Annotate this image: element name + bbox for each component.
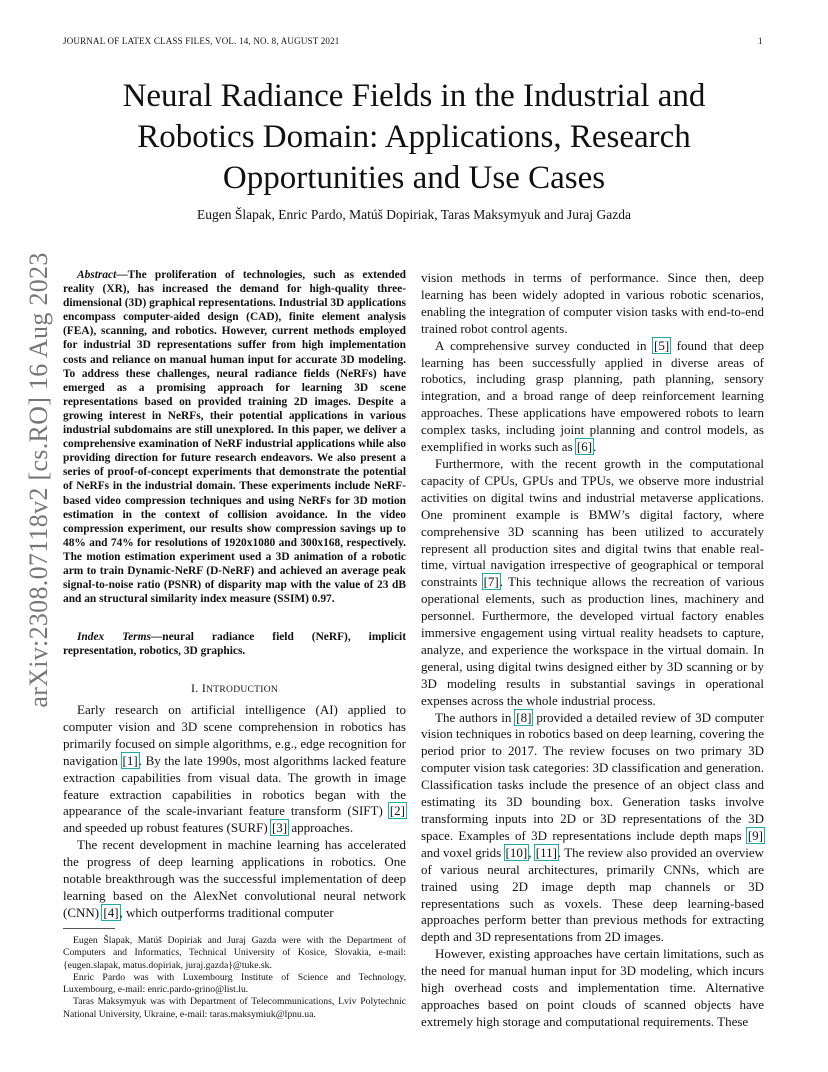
- arxiv-stamp: [24, 252, 54, 708]
- citation-link[interactable]: [7]: [483, 574, 499, 590]
- section-initial: I: [201, 681, 207, 695]
- section-heading-introduction: [63, 681, 406, 696]
- text-run: A comprehensive survey conducted in: [435, 337, 653, 353]
- footnote: Eugen Šlapak, Matúš Dopiriak and Juraj Gazda were with the Department of Computers and Informatics, Technical University of Kosice, Slovakia, e-mail:{eugen.slapak, matus.dopiriak, juraj.gazda}@tuke.sk.: [63, 935, 406, 971]
- citation-link[interactable]: [9]: [747, 827, 763, 843]
- text-run: The authors in: [435, 709, 516, 725]
- paper-title: [80, 76, 748, 199]
- text-run: The recent development in machine learning has accelerated the progress of deep learning applications in robotics. One notable breakthrough was the successful implementation of deep learning based on the AlexNet convolutional neural network (CNN): [63, 837, 406, 920]
- citation-link[interactable]: [4]: [103, 904, 119, 920]
- text-run: found that deep learning has been successfully applied in diverse areas of robotics, including grasp planning, path planning, sensory integration, and a broad range of deep reinforcement learning approaches. These applications have empowered robots to learn complex tasks, including joint planning and control models, as exemplified in works such as: [421, 337, 764, 455]
- text-run: , which outperforms traditional computer: [119, 904, 334, 920]
- right-column: [421, 270, 764, 1031]
- text-run: . By the late 1990s, most algorithms lacked feature extraction capabilities from visual data. The growth in image feature extraction capabilities in robotics began with the appearance of the scale-invariant feature transform (SIFT): [63, 752, 406, 819]
- text-run: ,: [528, 844, 535, 860]
- index-terms: [63, 630, 406, 658]
- running-header: JOURNAL OF LATEX CLASS FILES, VOL. 14, NO. 8, AUGUST 2021: [63, 36, 340, 46]
- text-run: .: [593, 439, 597, 455]
- citation-link[interactable]: [6]: [576, 439, 593, 455]
- abstract-lead: Abstract: [77, 269, 117, 281]
- citation-link[interactable]: [8]: [516, 709, 532, 725]
- text-run: and speeded up robust features (SURF): [63, 820, 271, 836]
- citation-link[interactable]: [2]: [389, 803, 405, 819]
- citation-link[interactable]: [11]: [535, 844, 557, 860]
- arxiv-stamp-text: arXiv:2308.07118v2 [cs.RO] 16 Aug 2023: [24, 252, 53, 708]
- paragraph: [63, 837, 406, 922]
- author-list: Eugen Šlapak, Enric Pardo, Matúš Dopiriak, Taras Maksymyuk and Juraj Gazda: [196, 207, 632, 222]
- text-run: . The review also provided an overview of various neural architectures, primarily CNNs, which are trained using 2D image depth map channels or 3D representations such as voxels. These deep learning-based approaches perform better than previous methods for extracting depth and 3D representations from 2D images.: [421, 844, 765, 945]
- citation-link[interactable]: [1]: [122, 752, 138, 768]
- paragraph: [421, 710, 764, 947]
- paragraph: However, existing approaches have certain limitations, such as the need for manual human input for 3D modeling, which incurs high overhead costs and implementation time. Alternative approaches based on point clouds of scanned objects have extremely high storage and computational requirements. These: [421, 946, 764, 1029]
- page-number: 1: [758, 36, 763, 46]
- footnotes: [63, 935, 406, 1021]
- section-title-rest: NTRODUCTION: [206, 685, 279, 695]
- paragraph: [63, 702, 406, 837]
- section-numeral: I.: [190, 681, 202, 695]
- paragraph: [421, 456, 764, 710]
- footnote-rule: [63, 928, 115, 929]
- text-run: approaches.: [288, 820, 354, 836]
- text-run: . This technique allows the recreation of various operational elements, such as production lines, machinery and personnel. Furthermore, the developed virtual factory enables immersive engagement using virtual reality headsets to capture, analyze, and experience the workspace in the virtual domain. In general, using digital twins designed either by 3D scanning or by 3D modeling results in substantial savings in operational expenses across the whole industrial process.: [421, 574, 765, 708]
- citation-link[interactable]: [5]: [654, 337, 670, 353]
- index-terms-lead: Index Terms: [77, 631, 151, 643]
- paragraph: [421, 338, 764, 456]
- title-line-2: Robotics Domain: Applications, Research: [137, 119, 691, 155]
- abstract: [63, 268, 406, 606]
- citation-link[interactable]: [3]: [271, 820, 288, 836]
- abstract-text: —The proliferation of technologies, such as extended reality (XR), has increased the demand for high-quality three-dimensional (3D) graphical representations. Industrial 3D applications encompass computer-aided design (CAD), finite element analysis (FEA), scanning, and robotics. However, current methods employed for industrial 3D representations suffer from high implementation costs and reliance on manual human input for accurate 3D modeling. To address these challenges, neural radiance fields (NeRFs) have emerged as a promising approach for learning 3D scene representations based on provided training 2D images. Despite a growing interest in NeRFs, their potential applications in various industrial subdomains are still unexplored. In this paper, we deliver a comprehensive examination of NeRF industrial applications while also providing direction for future research endeavors. We also present a series of proof-of-concept experiments that demonstrate the potential of NeRFs in the industrial domain. These experiments include NeRF-based video compression techniques and using NeRFs for 3D motion estimation in the context of collision avoidance. In the video compression experiment, our results show compression savings up to 48% and 74% for resolutions of 1920x1080 and 300x168, respectively. The motion estimation experiment used a 3D animation of a robotic arm to train Dynamic-NeRF (D-NeRF) and achieved an average peak signal-to-noise ratio (PSNR) of disparity map with the value of 23 dB and an structural similarity index measure (SSIM) 0.97.: [63, 269, 406, 606]
- title-line-1: Neural Radiance Fields in the Industrial and: [122, 78, 706, 114]
- text-run: and voxel grids: [421, 844, 505, 860]
- footnote: Enric Pardo was with Luxembourg Institute of Science and Technology, Luxembourg, e-mail: enric.pardo-grino@list.lu.: [63, 971, 406, 996]
- title-line-3: Opportunities and Use Cases: [222, 160, 606, 196]
- citation-link[interactable]: [10]: [505, 844, 528, 860]
- text-run: Furthermore, with the recent growth in the computational capacity of CPUs, GPUs and TPUs, we observe more industrial activities on digital twins and industrial metaverse applications. One prominent example is BMW’s digital factory, where comprehensive 3D scanning has been utilized to accurately represent all production sites and digital twins that enable real-time, virtual navigation irrespective of geographical or temporal constraints: [421, 455, 764, 590]
- paragraph: vision methods in terms of performance. Since then, deep learning has been widely adopted in various robotic scenarios, enabling the integration of computer vision tasks with end-to-end trained robot control agents.: [421, 270, 764, 336]
- footnote: Taras Maksymyuk was with Department of Telecommunications, Lviv Polytechnic National University, Ukraine, e-mail: taras.maksymiuk@lpnu.ua.: [63, 996, 406, 1020]
- text-run: provided a detailed review of 3D computer vision techniques in robotics based on deep learning, covering the period prior to 2017. The review focuses on two primary 3D computer vision task categories: 3D classification and generation. Classification tasks include the presence of an object class and estimating its 3D bounding box. Generation tasks involve transforming inputs into 2D or 3D representations of the 3D space. Examples of 3D representations include depth maps: [421, 709, 765, 843]
- index-terms-text: —neural radiance field (NeRF), implicit representation, robotics, 3D graphics.: [63, 631, 406, 658]
- text-run: Early research on artificial intelligence (AI) applied to computer vision and 3D scene comprehension in robotics has primarily focused on simple algorithms, e.g., edge recognition for navigation: [63, 702, 406, 768]
- intro-left-column: [63, 702, 406, 922]
